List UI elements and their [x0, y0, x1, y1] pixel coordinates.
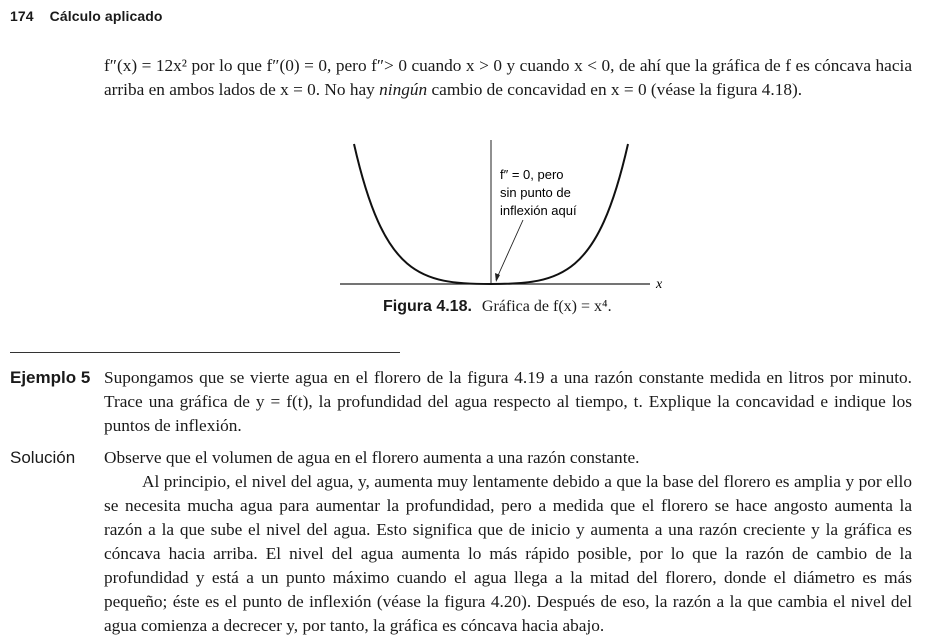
- x-axis-label: x: [656, 277, 663, 292]
- solution-body: [104, 446, 912, 638]
- example-text: Supongamos que se vierte agua en el florero de la figura 4.19 a una razón constante medida en litros por minuto. Trace una gráfica de y = f(t), la profundidad del agua respecto al tiempo, t. Explique la concavidad e indique los puntos de inflexión.: [104, 368, 912, 435]
- example-label: Ejemplo 5: [10, 368, 91, 387]
- solution-paragraph-1: Observe que el volumen de agua en el florero aumenta a una razón constante.: [104, 448, 640, 467]
- figure-4-18: [300, 126, 680, 326]
- intro-paragraph: [104, 54, 912, 102]
- page-number: 174: [10, 8, 34, 24]
- annotation-arrow: [496, 220, 523, 280]
- solution-label: Solución: [10, 448, 76, 467]
- figure-caption: [383, 298, 612, 316]
- caption-text: Gráfica de f(x) = x⁴.: [481, 298, 612, 315]
- solution-paragraph-2: Al principio, el nivel del agua, y, aumenta muy lentamente debido a que la base del florero es amplia y por ello se necesita mucha agua para aumentar la profundidad, pero a medida que el florero se hace angosto aumenta la razón a la que sube el nivel del agua. Esto significa que de inicio y aumenta a una razón creciente y la gráfica es cóncava hacia arriba. El nivel del agua aumenta lo más rápido posible, por lo que la razón de cambio de la profundidad y está a un punto máximo cuando el agua llega a la mitad del florero, donde el diámetro es más pequeño; éste es el punto de inflexión (véase la figura 4.20). Después de eso, la razón a la que cambia el nivel del agua comienza a decrecer y, por tanto, la gráfica es cóncava hacia abajo.: [104, 472, 912, 635]
- caption-label: Figura 4.18.: [383, 298, 472, 315]
- annotation-line-2: sin punto de: [500, 185, 571, 200]
- section-divider: [10, 352, 400, 353]
- page-header: [10, 8, 163, 24]
- annotation-line-1: f″ = 0, pero: [500, 167, 564, 182]
- book-title: Cálculo aplicado: [49, 8, 163, 24]
- arrow-head: [495, 273, 500, 282]
- intro-text-2: cambio de concavidad en x = 0 (véase la figura 4.18).: [427, 80, 803, 99]
- intro-text-1: f″(x) = 12x² por lo que f″(0) = 0, pero f″> 0 cuando x > 0 y cuando x < 0, de ahí que la gráfica de f es cóncava hacia arriba en ambos lados de x = 0. No hay: [104, 56, 912, 99]
- intro-emphasis: ningún: [379, 80, 428, 99]
- annotation-line-3: inflexión aquí: [500, 203, 577, 218]
